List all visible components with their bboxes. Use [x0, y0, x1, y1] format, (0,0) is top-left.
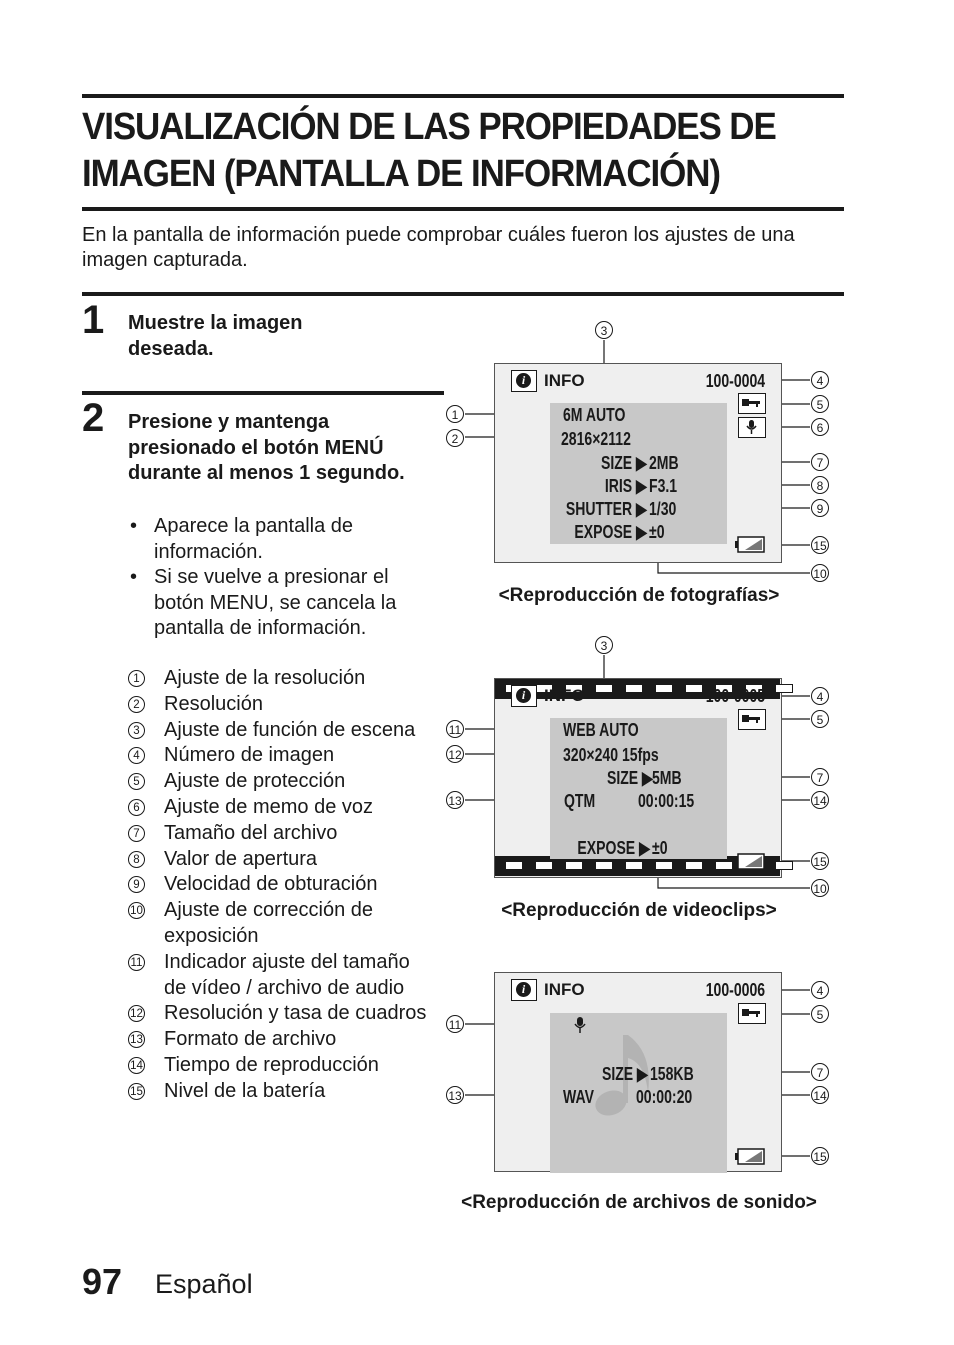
callout-number: 9 [811, 499, 829, 517]
info-label: INFO [544, 980, 585, 999]
legend-number: 1 [128, 670, 145, 687]
film-hole [685, 861, 703, 870]
size-label: SIZE ▶ [607, 768, 653, 788]
battery-icon [735, 1148, 765, 1165]
iris-label: IRIS ▶ [604, 476, 647, 496]
file-size: 2MB [649, 453, 679, 473]
file-size: 158KB [650, 1064, 694, 1084]
legend-number: 10 [128, 902, 145, 919]
protect-icon [738, 393, 766, 414]
callout-number: 15 [811, 1147, 829, 1165]
legend-text: Ajuste de corrección de exposición [164, 899, 374, 947]
exposure-value: ±0 [652, 838, 668, 858]
legend-text: Ajuste de memo de voz [164, 795, 373, 818]
page-title: VISUALIZACIÓN DE LAS PROPIEDADES DE IMAGEN (PANTALLA DE INFORMACIÓN) [82, 106, 776, 195]
film-hole [625, 861, 643, 870]
file-format: QTM [564, 791, 596, 811]
film-hole [685, 684, 703, 693]
file-size: 5MB [652, 768, 682, 788]
step2-text: Presione y mantenga presionado el botón MENÚ durante al menos 1 segundo. [128, 411, 405, 484]
battery-icon [735, 536, 765, 553]
legend-text: Valor de apertura [164, 847, 318, 870]
protect-icon [738, 709, 766, 730]
callout-number: 4 [811, 981, 829, 999]
size-label: SIZE ▶ [602, 1064, 648, 1084]
legend-text: Tamaño del archivo [164, 821, 338, 844]
callout-number: 13 [446, 1086, 464, 1104]
resolution-setting: 6M AUTO [563, 405, 626, 425]
legend-number: 11 [128, 954, 145, 971]
resolution-framerate: 320×240 15fps [563, 745, 659, 765]
callout-number: 10 [811, 879, 829, 897]
video-size-setting: WEB AUTO [563, 720, 639, 740]
legend-number: 12 [128, 1005, 145, 1022]
size-label: SIZE ▶ [601, 453, 647, 473]
callout-number: 7 [811, 453, 829, 471]
film-hole [775, 684, 793, 693]
expose-label: EXPOSE ▶ [577, 838, 650, 858]
legend-number: 5 [128, 773, 145, 790]
film-hole [595, 684, 613, 693]
voice-memo-icon [738, 417, 766, 438]
info-icon: i [511, 685, 537, 707]
language-label: Español [155, 1269, 253, 1299]
info-icon: i [511, 370, 537, 392]
callout-number: 11 [446, 1015, 464, 1033]
callout-number: 13 [446, 791, 464, 809]
callout-number: 5 [811, 395, 829, 413]
callout-number: 1 [446, 405, 464, 423]
image-number: 100-0005 [705, 686, 765, 706]
film-hole [655, 684, 673, 693]
callout-number: 6 [811, 418, 829, 436]
image-number: 100-0004 [705, 371, 765, 391]
legend-text: Tiempo de reproducción [164, 1053, 379, 1076]
info-label: INFO [544, 686, 585, 705]
legend-number: 4 [128, 747, 145, 764]
step1-number: 1 [82, 298, 105, 342]
legend-text: Resolución y tasa de cuadros [164, 1002, 427, 1025]
info-label: INFO [544, 371, 585, 390]
film-hole [655, 861, 673, 870]
legend-number: 14 [128, 1057, 145, 1074]
step2-number: 2 [82, 396, 105, 440]
legend-number: 7 [128, 825, 145, 842]
film-hole [565, 861, 583, 870]
legend-text: Ajuste de la resolución [164, 667, 366, 689]
legend-number: 8 [128, 851, 145, 868]
legend-text: Nivel de la batería [164, 1079, 326, 1102]
callout-number: 3 [595, 636, 613, 654]
legend-text: Ajuste de función de escena [164, 718, 416, 741]
callout-number: 15 [811, 536, 829, 554]
legend-text: Indicador ajuste del tamaño de vídeo / archivo de audio [164, 950, 410, 999]
callout-number: 2 [446, 429, 464, 447]
legend-number: 2 [128, 696, 145, 713]
legend-number: 9 [128, 876, 145, 893]
page-number: 97 [82, 1261, 123, 1302]
step1-text: Muestre la imagen deseada. [128, 312, 303, 360]
shutter-speed: 1/30 [649, 499, 677, 519]
playback-time: 00:00:15 [638, 791, 695, 811]
playback-time: 00:00:20 [636, 1087, 693, 1107]
file-format: WAV [563, 1087, 594, 1107]
photo-info-screen [494, 363, 782, 563]
legend-number: 15 [128, 1083, 145, 1100]
audio-info-screen [494, 972, 782, 1172]
callout-number: 5 [811, 1005, 829, 1023]
bullet-item: • Si se vuelve a presionar el botón MENU, se cancela la pantalla de información. [128, 565, 428, 642]
callout-number: 7 [811, 768, 829, 786]
legend-text: Velocidad de obturación [164, 873, 378, 896]
callout-number: 3 [595, 321, 613, 339]
image-number: 100-0006 [705, 980, 765, 1000]
bullet-item: • Aparece la pantalla de información. [128, 514, 428, 565]
film-hole [505, 861, 523, 870]
legend-text: Formato de archivo [164, 1028, 337, 1051]
protect-icon [738, 1003, 766, 1024]
info-icon: i [511, 979, 537, 1001]
callout-number: 10 [811, 564, 829, 582]
expose-label: EXPOSE ▶ [574, 522, 647, 542]
video-info-screen [494, 678, 782, 878]
battery-icon [735, 853, 765, 870]
callout-number: 7 [811, 1063, 829, 1081]
audio-mic-icon [573, 1016, 587, 1034]
legend-number: 13 [128, 1031, 145, 1048]
film-hole [775, 861, 793, 870]
photo-caption: <Reproducción de fotografías> [498, 585, 780, 606]
callout-number: 5 [811, 710, 829, 728]
legend-text: Número de imagen [164, 744, 335, 767]
film-hole [535, 861, 553, 870]
callout-number: 12 [446, 745, 464, 763]
intro-text: En la pantalla de información puede comprobar cuáles fueron los ajustes de una imagen capturada. [82, 224, 795, 271]
callout-number: 15 [811, 852, 829, 870]
video-caption: <Reproducción de videoclips> [501, 900, 777, 921]
callout-number: 14 [811, 791, 829, 809]
legend-number: 6 [128, 799, 145, 816]
shutter-label: SHUTTER ▶ [566, 499, 647, 519]
callout-number: 8 [811, 476, 829, 494]
callout-number: 14 [811, 1086, 829, 1104]
exposure-value: ±0 [649, 522, 665, 542]
callout-number: 4 [811, 371, 829, 389]
audio-caption: <Reproducción de archivos de sonido> [461, 1192, 817, 1213]
resolution: 2816×2112 [561, 429, 631, 449]
legend-number: 3 [128, 722, 145, 739]
film-hole [715, 861, 733, 870]
legend-text: Ajuste de protección [164, 770, 346, 793]
legend-text: Resolución [164, 692, 263, 715]
callout-number: 11 [446, 720, 464, 738]
film-hole [625, 684, 643, 693]
aperture-value: F3.1 [649, 476, 678, 496]
callout-number: 4 [811, 687, 829, 705]
film-hole [595, 861, 613, 870]
